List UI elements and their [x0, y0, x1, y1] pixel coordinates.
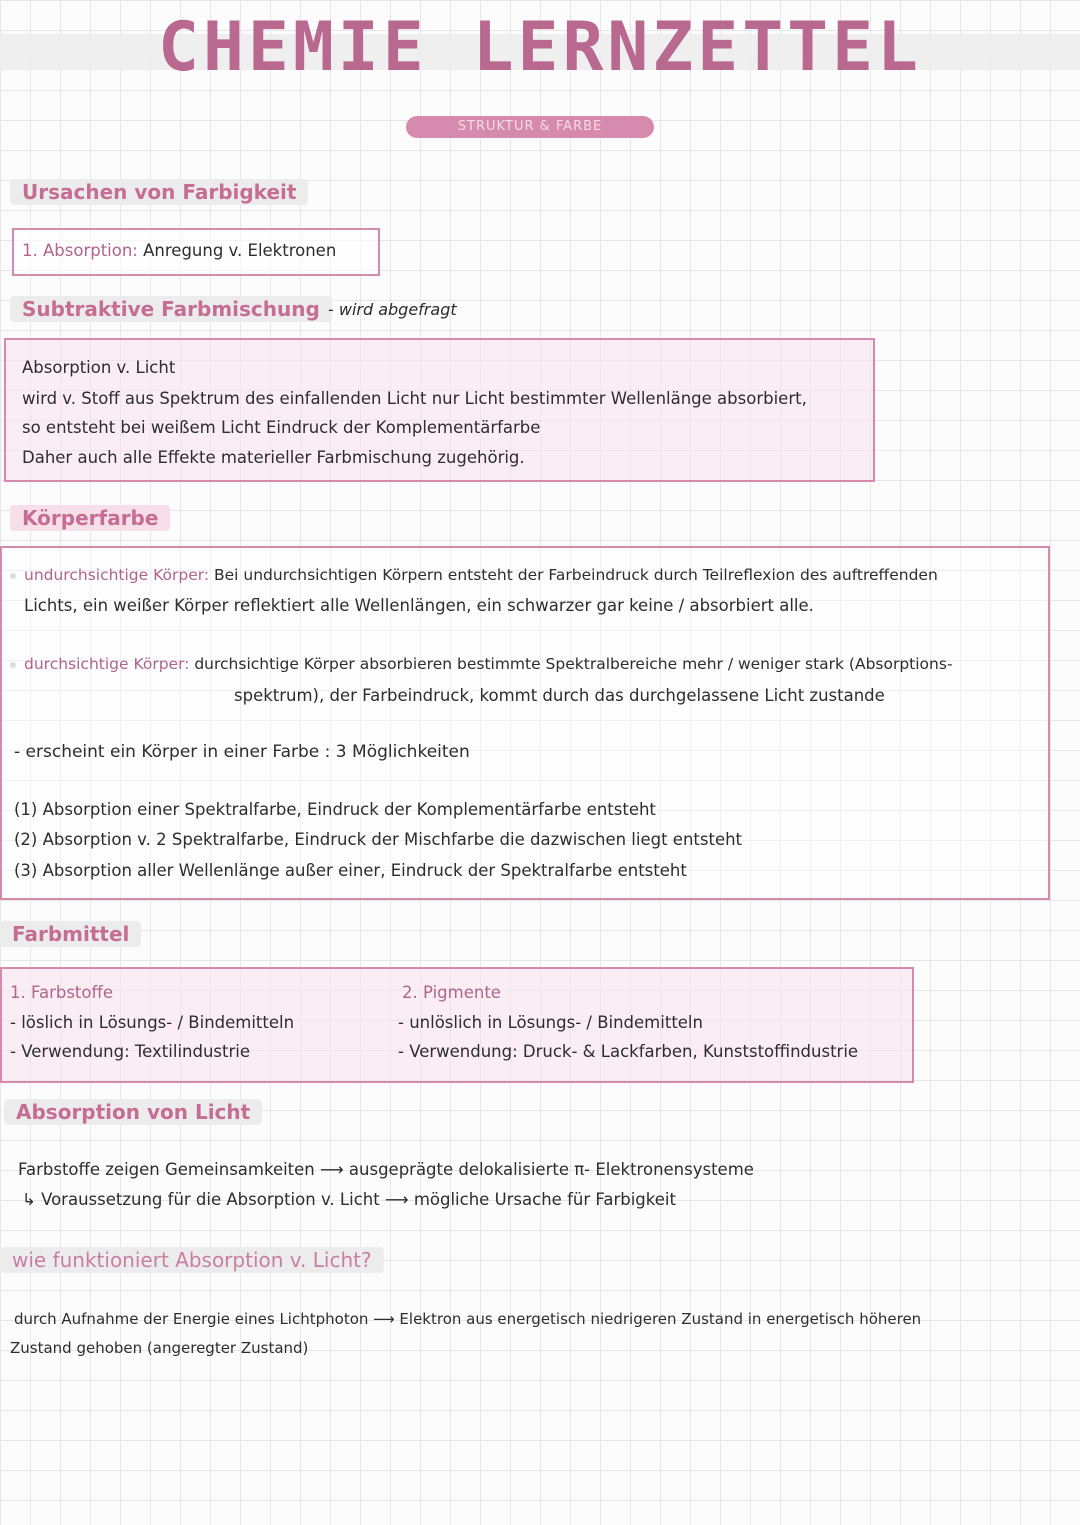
heading-farbmittel: Farbmittel [0, 921, 141, 947]
text-durchsichtig-line1: durchsichtige Körper absorbieren bestimmte Spektralbereiche mehr / weniger stark (Absorptions- [194, 655, 953, 673]
subtraktiv-line: Daher auch alle Effekte materieller Farbmischung zugehörig. [22, 448, 525, 467]
heading-subtraktive-farbmischung: Subtraktive Farbmischung [10, 296, 332, 322]
text-absorption-line2: ↳ Voraussetzung für die Absorption v. Licht ⟶ mögliche Ursache für Farbigkeit [22, 1190, 676, 1209]
heading-wie-funktioniert: wie funktioniert Absorption v. Licht? [0, 1247, 384, 1273]
text-undurchsichtig-line2: Lichts, ein weißer Körper reflektiert alle Wellenlängen, ein schwarzer gar keine / absorbiert alle. [24, 596, 814, 615]
subtraktiv-line: so entsteht bei weißem Licht Eindruck der Komplementärfarbe [22, 418, 541, 437]
subtraktiv-line: wird v. Stoff aus Spektrum des einfallenden Licht nur Licht bestimmter Wellenlänge absorbiert, [22, 389, 807, 408]
farbstoffe-title: 1. Farbstoffe [10, 983, 114, 1002]
pigmente-line: - unlöslich in Lösungs- / Bindemitteln [398, 1013, 703, 1032]
subtitle-badge: STRUKTUR & FARBE [406, 116, 654, 138]
farbstoffe-line: - löslich in Lösungs- / Bindemitteln [10, 1013, 295, 1032]
heading-ursachen: Ursachen von Farbigkeit [10, 179, 308, 205]
bullet-icon [10, 573, 16, 579]
heading-absorption-von-licht: Absorption von Licht [4, 1099, 262, 1125]
list-item-moeglichkeit: (2) Absorption v. 2 Spektralfarbe, Eindruck der Mischfarbe die dazwischen liegt entsteht [14, 830, 743, 849]
text-wie-funktioniert-line1: durch Aufnahme der Energie eines Lichtphoton ⟶ Elektron aus energetisch niedrigeren Zustand in energetisch höheren [14, 1310, 922, 1328]
note-wird-abgefragt: - wird abgefragt [328, 300, 457, 319]
label-undurchsichtige-koerper: undurchsichtige Körper: [24, 566, 210, 584]
label-durchsichtige-koerper: durchsichtige Körper: [24, 655, 190, 673]
text-undurchsichtig-line1: Bei undurchsichtigen Körpern entsteht der Farbeindruck durch Teilreflexion des auftreffenden [213, 566, 938, 584]
heading-koerperfarbe: Körperfarbe [10, 505, 170, 531]
text-moeglichkeiten-intro: - erscheint ein Körper in einer Farbe : 3 Möglichkeiten [14, 742, 470, 762]
absorption-box-label: 1. Absorption: [22, 241, 138, 260]
absorption-box-text: Anregung v. Elektronen [143, 241, 337, 260]
pigmente-title: 2. Pigmente [402, 983, 501, 1002]
page-title: CHEMIE LERNZETTEL [158, 8, 922, 87]
text-wie-funktioniert-line2: Zustand gehoben (angeregter Zustand) [10, 1339, 309, 1357]
list-item-moeglichkeit: (3) Absorption aller Wellenlänge außer einer, Eindruck der Spektralfarbe entsteht [14, 861, 687, 880]
farbstoffe-line: - Verwendung: Textilindustrie [10, 1042, 251, 1061]
subtraktiv-line: Absorption v. Licht [22, 358, 176, 377]
pigmente-line: - Verwendung: Druck- & Lackfarben, Kunststoffindustrie [398, 1042, 859, 1061]
list-item-moeglichkeit: (1) Absorption einer Spektralfarbe, Eindruck der Komplementärfarbe entsteht [14, 800, 656, 819]
text-absorption-line1: Farbstoffe zeigen Gemeinsamkeiten ⟶ ausgeprägte delokalisierte π- Elektronensysteme [18, 1160, 754, 1179]
bullet-icon [10, 662, 16, 668]
text-durchsichtig-line2: spektrum), der Farbeindruck, kommt durch das durchgelassene Licht zustande [234, 686, 885, 705]
absorption-box [12, 228, 380, 276]
